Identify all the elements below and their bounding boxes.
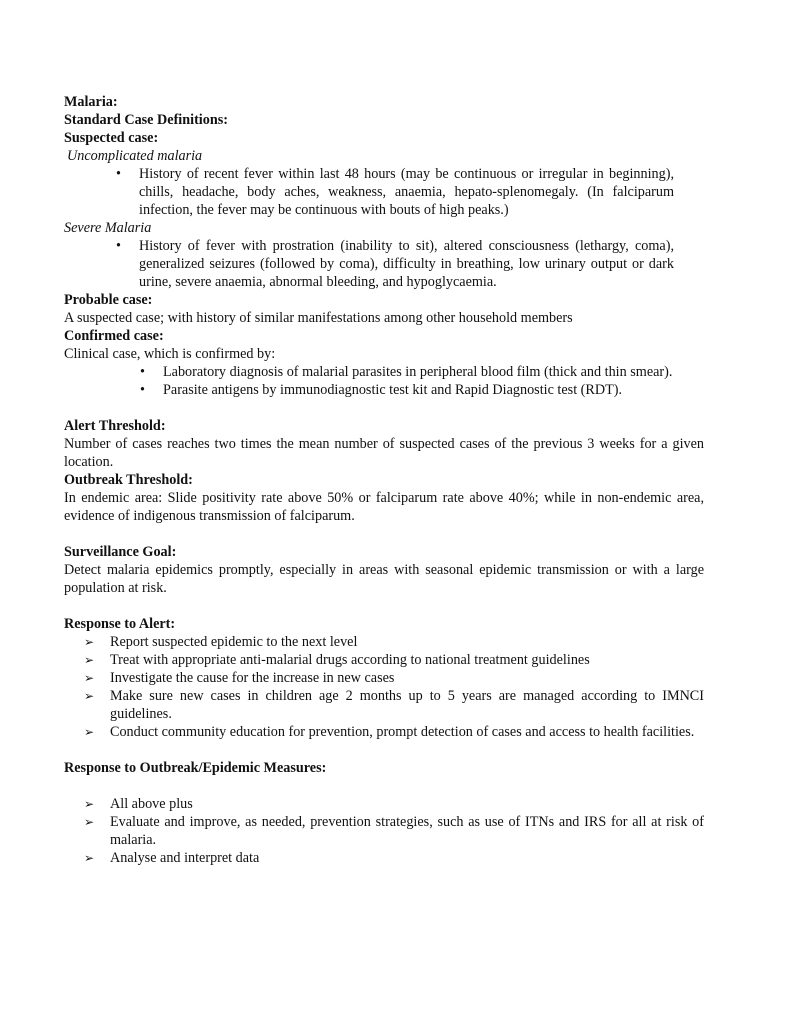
severe-label: Severe Malaria (64, 220, 152, 236)
list-item: • Laboratory diagnosis of malarial parasites in peripheral blood film (thick and thin smear). (64, 363, 704, 381)
outbreak-threshold-heading: Outbreak Threshold: (64, 472, 193, 488)
alert-threshold-heading: Alert Threshold: (64, 418, 166, 434)
confirmed-case-intro: Clinical case, which is confirmed by: (64, 346, 276, 362)
list-item: ➢ Report suspected epidemic to the next level (64, 633, 704, 651)
list-item: ➢ Investigate the cause for the increase in new cases (64, 669, 704, 687)
list-item: ➢ Conduct community education for prevention, prompt detection of cases and access to health facilities. (64, 723, 704, 741)
document-page (64, 93, 704, 867)
surveillance-goal-text: Detect malaria epidemics promptly, especially in areas with seasonal epidemic transmission or with a large population at risk. (64, 562, 704, 596)
standard-case-heading: Standard Case Definitions: (64, 112, 228, 128)
list-item: ➢ Analyse and interpret data (64, 849, 704, 867)
alert-threshold-text: Number of cases reaches two times the mean number of suspected cases of the previous 3 weeks for a given location. (64, 436, 704, 470)
confirmed-case-heading: Confirmed case: (64, 328, 164, 344)
uncomplicated-label: Uncomplicated malaria (67, 148, 203, 164)
page-title: Malaria: (64, 94, 118, 110)
response-alert-list (64, 633, 704, 741)
list-item: • History of fever with prostration (inability to sit), altered consciousness (lethargy, coma), generalized seizures (followed by coma), difficulty in breathing, low urinary output or dark urine, severe anaemia, abnormal bleeding, and hypoglycaemia. (64, 237, 704, 291)
suspected-case-heading: Suspected case: (64, 130, 159, 146)
list-item: ➢ Make sure new cases in children age 2 months up to 5 years are managed according to IMNCI guidelines. (64, 687, 704, 723)
list-item: ➢ Evaluate and improve, as needed, prevention strategies, such as use of ITNs and IRS for all at risk of malaria. (64, 813, 704, 849)
outbreak-threshold-text: In endemic area: Slide positivity rate above 50% or falciparum rate above 40%; while in non-endemic area, evidence of indigenous transmission of falciparum. (64, 490, 704, 524)
confirmed-list (64, 363, 704, 399)
response-outbreak-heading: Response to Outbreak/Epidemic Measures: (64, 760, 327, 776)
response-alert-heading: Response to Alert: (64, 616, 176, 632)
probable-case-heading: Probable case: (64, 292, 153, 308)
list-item: • History of recent fever within last 48 hours (may be continuous or irregular in beginning), chills, headache, body aches, weakness, anaemia, hepato-splenomegaly. (In falciparum infection, the fever may be continuous with bouts of high peaks.) (64, 165, 704, 219)
severe-list (64, 237, 704, 291)
list-item: ➢ Treat with appropriate anti-malarial drugs according to national treatment guidelines (64, 651, 704, 669)
list-item: ➢ All above plus (64, 795, 704, 813)
surveillance-goal-heading: Surveillance Goal: (64, 544, 177, 560)
response-outbreak-list (64, 795, 704, 867)
list-item: • Parasite antigens by immunodiagnostic test kit and Rapid Diagnostic test (RDT). (64, 381, 704, 399)
uncomplicated-list (64, 165, 704, 219)
probable-case-text: A suspected case; with history of similar manifestations among other household members (64, 310, 573, 326)
